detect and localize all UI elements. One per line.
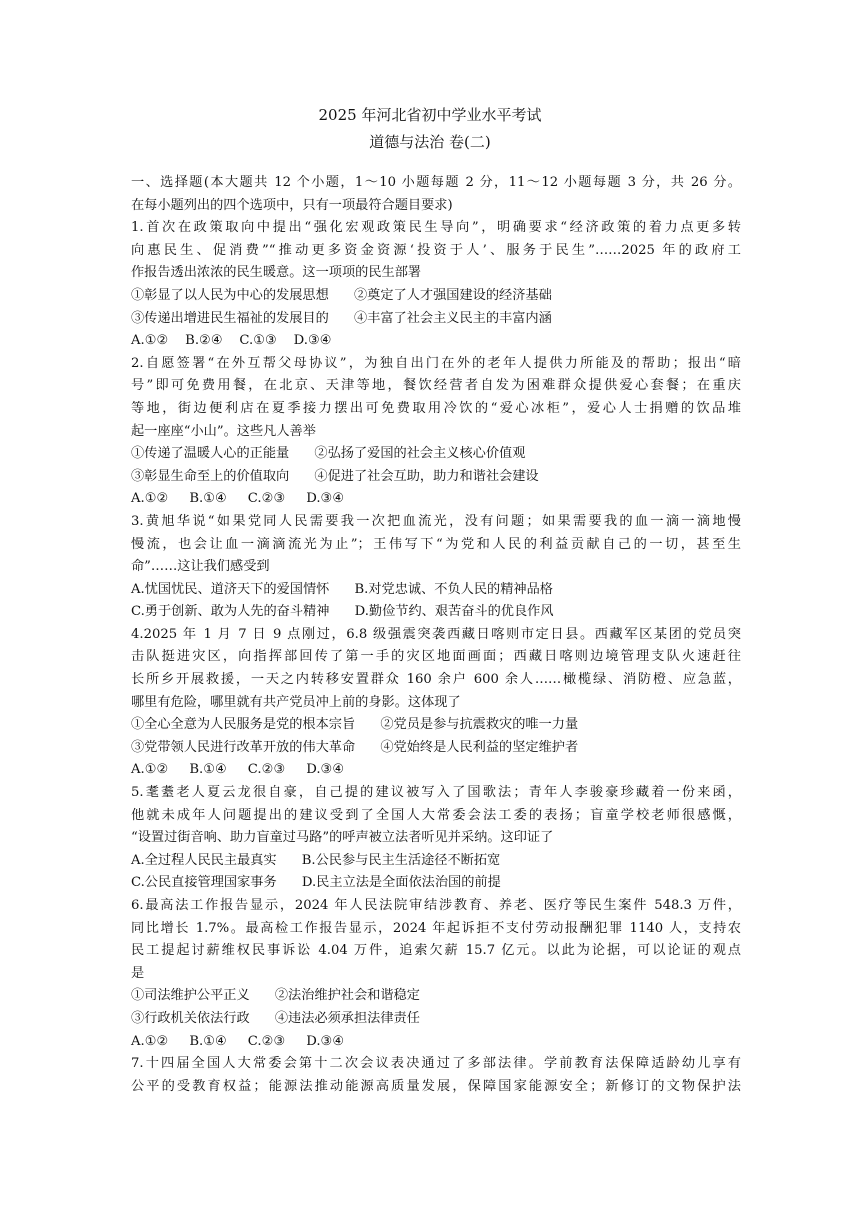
- text-line: 他就未成年人问题提出的建议受到了全国人大常委会法工委的表扬；盲童学校老师很感慨，: [131, 807, 741, 823]
- text-line: 向惠民生、促消费”“推动更多资金资源‘投资于人’、服务于民生”……2025 年的政府工: [131, 242, 741, 258]
- text-line: ③彰显生命至上的价值取向 ④促进了社会互助，助力和谐社会建设: [131, 468, 539, 484]
- exam-title: 2025 年河北省初中学业水平考试: [318, 106, 542, 124]
- text-line: 起一座座“小山”。这些凡人善举: [131, 423, 316, 439]
- text-line: 命”……这让我们感受到: [131, 559, 270, 575]
- text-line: ③行政机关依法行政 ④违法必须承担法律责任: [131, 1010, 420, 1026]
- text-line: ①全心全意为人民服务是党的根本宗旨 ②党员是参与抗震救灾的唯一力量: [131, 717, 579, 733]
- text-line: A.①② B.①④ C.②③ D.③④: [131, 762, 345, 778]
- text-line: 哪里有危险，哪里就有共产党员冲上前的身影。这体现了: [131, 694, 461, 710]
- text-line: 击队挺进灾区，向指挥部回传了第一手的灾区地面画面；西藏日喀则边境管理支队火速赶往: [131, 649, 741, 665]
- text-line: “设置过街音响、助力盲童过马路”的呼声被立法者听见并采纳。这印证了: [131, 830, 554, 846]
- text-line: 是: [131, 965, 145, 981]
- text-line: 5.耄耋老人夏云龙很自豪，自己提的建议被写入了国歌法；青年人李骏豪珍藏着一份来函，: [131, 785, 741, 801]
- exam-subtitle: 道德与法治 卷(二): [369, 133, 491, 151]
- text-line: 一、选择题(本大题共 12 个小题，1～10 小题每题 2 分，11～12 小题每题 3 分，共 26 分。: [131, 175, 741, 190]
- text-line: 作报告透出浓浓的民生暖意。这一项项的民生部署: [131, 265, 422, 281]
- text-line: ①彰显了以人民为中心的发展思想 ②奠定了人才强国建设的经济基础: [131, 287, 552, 303]
- text-line: C.勇于创新、敢为人先的奋斗精神 D.勤俭节约、艰苦奋斗的优良作风: [131, 604, 554, 620]
- text-line: ③党带领人民进行改革开放的伟大革命 ④党始终是人民利益的坚定维护者: [131, 739, 579, 755]
- text-line: 2.自愿签署“在外互帮父母协议”，为独自出门在外的老年人提供力所能及的帮助；报出“暗: [131, 355, 741, 371]
- question-content: [131, 172, 741, 1098]
- text-line: ③传递出增进民生福祉的发展目的 ④丰富了社会主义民主的丰富内涵: [131, 310, 552, 326]
- text-line: ①司法维护公平正义 ②法治维护社会和谐稳定: [131, 988, 420, 1004]
- text-line: ①传递了温暖人心的正能量 ②弘扬了爱国的社会主义核心价值观: [131, 446, 526, 462]
- text-line: 长所乡开展救援，一天之内转移安置群众 160 余户 600 余人……橄榄绿、消防橙、应急蓝，: [131, 672, 741, 688]
- text-line: 6.最高法工作报告显示，2024 年人民法院审结涉教育、养老、医疗等民生案件 548.3 万件，: [131, 898, 741, 913]
- text-line: 慢流，也会让血一滴滴流光为止”；王伟写下“为党和人民的利益贡献自己的一切，甚至生: [131, 536, 741, 552]
- text-line: 号”即可免费用餐，在北京、天津等地，餐饮经营者自发为困难群众提供爱心套餐；在重庆: [131, 378, 741, 394]
- text-line: C.公民直接管理国家事务 D.民主立法是全面依法治国的前提: [131, 875, 501, 891]
- text-line: 民工提起讨薪维权民事诉讼 4.04 万件，追索欠薪 15.7 亿元。以此为论据，可以论证的观点: [131, 943, 741, 959]
- text-line: A.全过程人民民主最真实 B.公民参与民主生活途径不断拓宽: [131, 852, 501, 868]
- text-line: 3.黄旭华说“如果党同人民需要我一次把血流光，没有问题；如果需要我的血一滴一滴地慢: [131, 513, 741, 529]
- text-line: 等地，街边便利店在夏季接力摆出可免费取用冷饮的“爱心冰柜”，爱心人士捐赠的饮品堆: [131, 400, 741, 416]
- text-line: 在每小题列出的四个选项中，只有一项最符合题目要求): [131, 197, 453, 213]
- text-line: A.①② B.②④ C.①③ D.③④: [131, 333, 332, 349]
- text-line: A.①② B.①④ C.②③ D.③④: [131, 1033, 345, 1049]
- text-line: 同比增长 1.7%。最高检工作报告显示，2024 年起诉拒不支付劳动报酬犯罪 1140 人，支持农: [131, 920, 741, 936]
- text-line: 4.2025 年 1 月 7 日 9 点刚过，6.8 级强震突袭西藏日喀则市定日县。西藏军区某团的党员突: [131, 626, 741, 642]
- text-line: A.①② B.①④ C.②③ D.③④: [131, 491, 345, 507]
- text-line: 公平的受教育权益；能源法推动能源高质量发展，保障国家能源安全；新修订的文物保护法: [131, 1078, 741, 1094]
- text-line: 7.十四届全国人大常委会第十二次会议表决通过了多部法律。学前教育法保障适龄幼儿享有: [131, 1056, 741, 1072]
- text-line: 1.首次在政策取向中提出“强化宏观政策民生导向”，明确要求“经济政策的着力点更多转: [131, 220, 741, 236]
- text-line: A.忧国忧民、道济天下的爱国情怀 B.对党忠诚、不负人民的精神品格: [131, 581, 553, 597]
